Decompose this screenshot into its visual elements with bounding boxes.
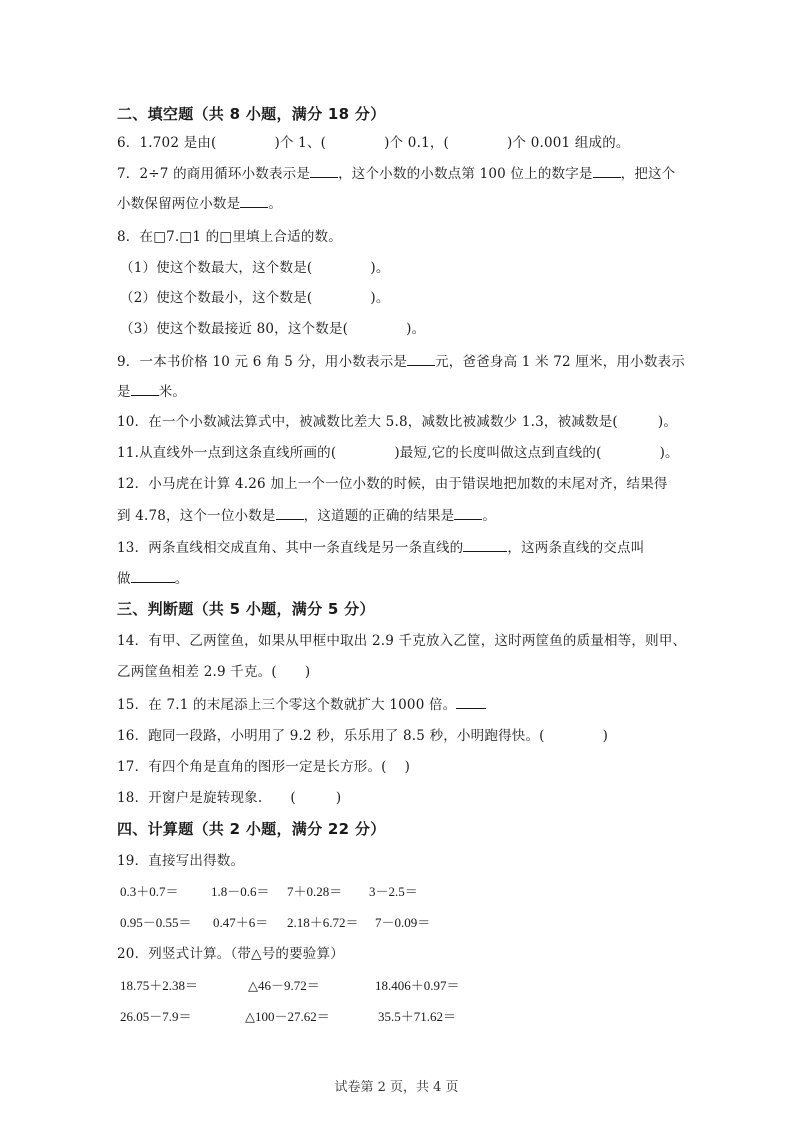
q19-expr: 1.8－0.6＝ — [211, 884, 270, 899]
question-18 — [117, 789, 341, 807]
q17-text-1: 17．有四个角是直角的图形一定是长方形。( — [117, 759, 387, 775]
q15-answer-blank[interactable] — [456, 695, 486, 709]
question-8-sub-2 — [120, 289, 390, 307]
section-heading-fill-blank: 二、填空题（共 8 小题，满分 18 分） — [117, 105, 386, 123]
q6-text-1: 6．1.702 是由( — [117, 135, 217, 151]
question-9-line-2 — [117, 382, 186, 401]
q13-text-1: 13．两条直线相交成直角、其中一条直线是另一条直线的 — [117, 540, 464, 556]
q7-text-5: 。 — [268, 196, 283, 212]
question-14-line-1: 14．有甲、乙两筐鱼，如果从甲框中取出 2.9 千克放入乙筐，这时两筐鱼的质量相等，则甲、 — [117, 633, 687, 649]
q15-text-1: 15．在 7.1 的末尾添上三个零这个数就扩大 1000 倍。 — [117, 697, 457, 713]
q8-sub3-close: )。 — [406, 321, 426, 337]
question-16 — [117, 727, 608, 745]
question-7-line-1 — [117, 164, 675, 183]
question-19-stem: 19．直接写出得数。 — [117, 853, 245, 869]
q13-text-4: 。 — [174, 571, 189, 587]
q13-answer-blank-2[interactable] — [131, 569, 175, 583]
q16-text-1: 16．跑同一段路，小明用了 9.2 秒，乐乐用了 8.5 秒，小明跑得快。( — [117, 728, 545, 744]
q8-sub3-text: （3）使这个数最接近 80，这个数是( — [120, 321, 349, 337]
q16-text-2: ) — [602, 728, 609, 744]
question-15 — [117, 695, 486, 714]
q20-expr: 26.05－7.9＝ — [120, 1009, 192, 1024]
q13-text-3: 做 — [117, 571, 131, 587]
q12-text-3: ，这道题的正确的结果是 — [303, 508, 455, 524]
q10-text-1: 10．在一个小数减法算式中，被减数比差大 5.8，减数比被减数少 1.3，被减数是( — [117, 414, 618, 430]
q19-expr: 7＋0.28＝ — [287, 884, 343, 899]
q7-answer-blank-1[interactable] — [310, 164, 338, 178]
q9-text-4: 米。 — [158, 384, 187, 400]
q20-expr: 18.406＋0.97＝ — [375, 978, 460, 993]
section-heading-true-false: 三、判断题（共 5 小题，满分 5 分） — [117, 600, 375, 618]
q14-text-3: ) — [304, 664, 311, 680]
q11-text-3: )。 — [659, 445, 679, 461]
q20-expr: △46－9.72＝ — [248, 978, 320, 993]
q18-text-2: ( — [290, 790, 296, 806]
q6-text-4: )个 0.001 组成的。 — [507, 135, 630, 151]
question-17 — [117, 758, 410, 776]
q9-text-2: 元，爸爸身高 1 米 72 厘米，用小数表示 — [435, 354, 685, 370]
q17-text-2: ) — [404, 759, 411, 775]
question-8-sub-1 — [120, 259, 390, 277]
question-12-line-1: 12．小马虎在计算 4.26 加上一个一位小数的时候，由于错误地把加数的末尾对齐，结果得 — [117, 476, 668, 492]
q9-answer-blank-2[interactable] — [131, 382, 159, 396]
question-13-line-1 — [117, 538, 644, 557]
page-footer: 试卷第 2 页，共 4 页 — [334, 1080, 459, 1095]
q10-text-2: )。 — [657, 414, 678, 430]
q18-text-3: ) — [335, 790, 342, 806]
q18-text-1: 18．开窗户是旋转现象. — [117, 790, 263, 806]
q9-text-3: 是 — [117, 384, 131, 400]
q7-answer-blank-2[interactable] — [593, 164, 621, 178]
question-8-sub-3 — [120, 320, 425, 338]
q19-expr: 3－2.5＝ — [369, 884, 418, 899]
q13-answer-blank-1[interactable] — [463, 538, 507, 552]
q6-text-2: )个 1、( — [274, 135, 327, 151]
question-10 — [117, 413, 677, 431]
q12-answer-blank-2[interactable] — [454, 506, 482, 520]
q8-sub2-close: )。 — [370, 290, 390, 306]
q19-expr: 7－0.09＝ — [375, 915, 431, 930]
question-13-line-2 — [117, 569, 188, 588]
question-8-stem: 8．在□7.□1 的□里填上合适的数。 — [117, 229, 342, 245]
q19-expr: 2.18＋6.72＝ — [287, 915, 359, 930]
question-20-stem: 20．列竖式计算。（带△号的要验算） — [117, 946, 344, 962]
q7-text-4: 小数保留两位小数是 — [117, 196, 241, 212]
q11-text-2: )最短,它的长度叫做这点到直线的( — [394, 445, 602, 461]
q11-text-1: 11.从直线外一点到这条直线所画的( — [117, 445, 337, 461]
question-11 — [117, 444, 679, 462]
q9-text-1: 9．一本书价格 10 元 6 角 5 分，用小数表示是 — [117, 354, 408, 370]
question-7-line-2 — [117, 194, 282, 213]
q6-text-3: )个 0.1，( — [384, 135, 450, 151]
q19-expr: 0.47＋6＝ — [213, 915, 269, 930]
q12-text-2: 到 4.78，这个一位小数是 — [117, 508, 276, 524]
q13-text-2: ，这两条直线的交点叫 — [507, 540, 645, 556]
q19-expr: 0.95－0.55＝ — [120, 915, 192, 930]
q20-expr: △100－27.62＝ — [245, 1009, 330, 1024]
q20-expr: 18.75＋2.38＝ — [120, 978, 199, 993]
q7-answer-blank-3[interactable] — [240, 194, 268, 208]
q12-text-4: 。 — [482, 508, 497, 524]
q7-text-3: ，把这个 — [620, 166, 676, 182]
question-12-line-2 — [117, 506, 496, 525]
question-9-line-1 — [117, 352, 685, 371]
q14-text-2: 乙两筐鱼相差 2.9 千克。( — [117, 664, 277, 680]
q7-text-1: 7．2÷7 的商用循环小数表示是 — [117, 166, 311, 182]
q20-expr: 35.5＋71.62＝ — [378, 1009, 457, 1024]
q8-sub1-close: )。 — [370, 260, 390, 276]
q8-sub1-text: （1）使这个数最大，这个数是( — [120, 260, 313, 276]
q19-expr: 0.3＋0.7＝ — [120, 884, 179, 899]
question-6 — [117, 134, 630, 152]
section-heading-calculation: 四、计算题（共 2 小题，满分 22 分） — [117, 820, 386, 838]
q12-answer-blank-1[interactable] — [276, 506, 304, 520]
q8-sub2-text: （2）使这个数最小，这个数是( — [120, 290, 313, 306]
q9-answer-blank-1[interactable] — [407, 352, 435, 366]
q7-text-2: ，这个小数的小数点第 100 位上的数字是 — [338, 166, 593, 182]
question-14-line-2 — [117, 663, 310, 681]
